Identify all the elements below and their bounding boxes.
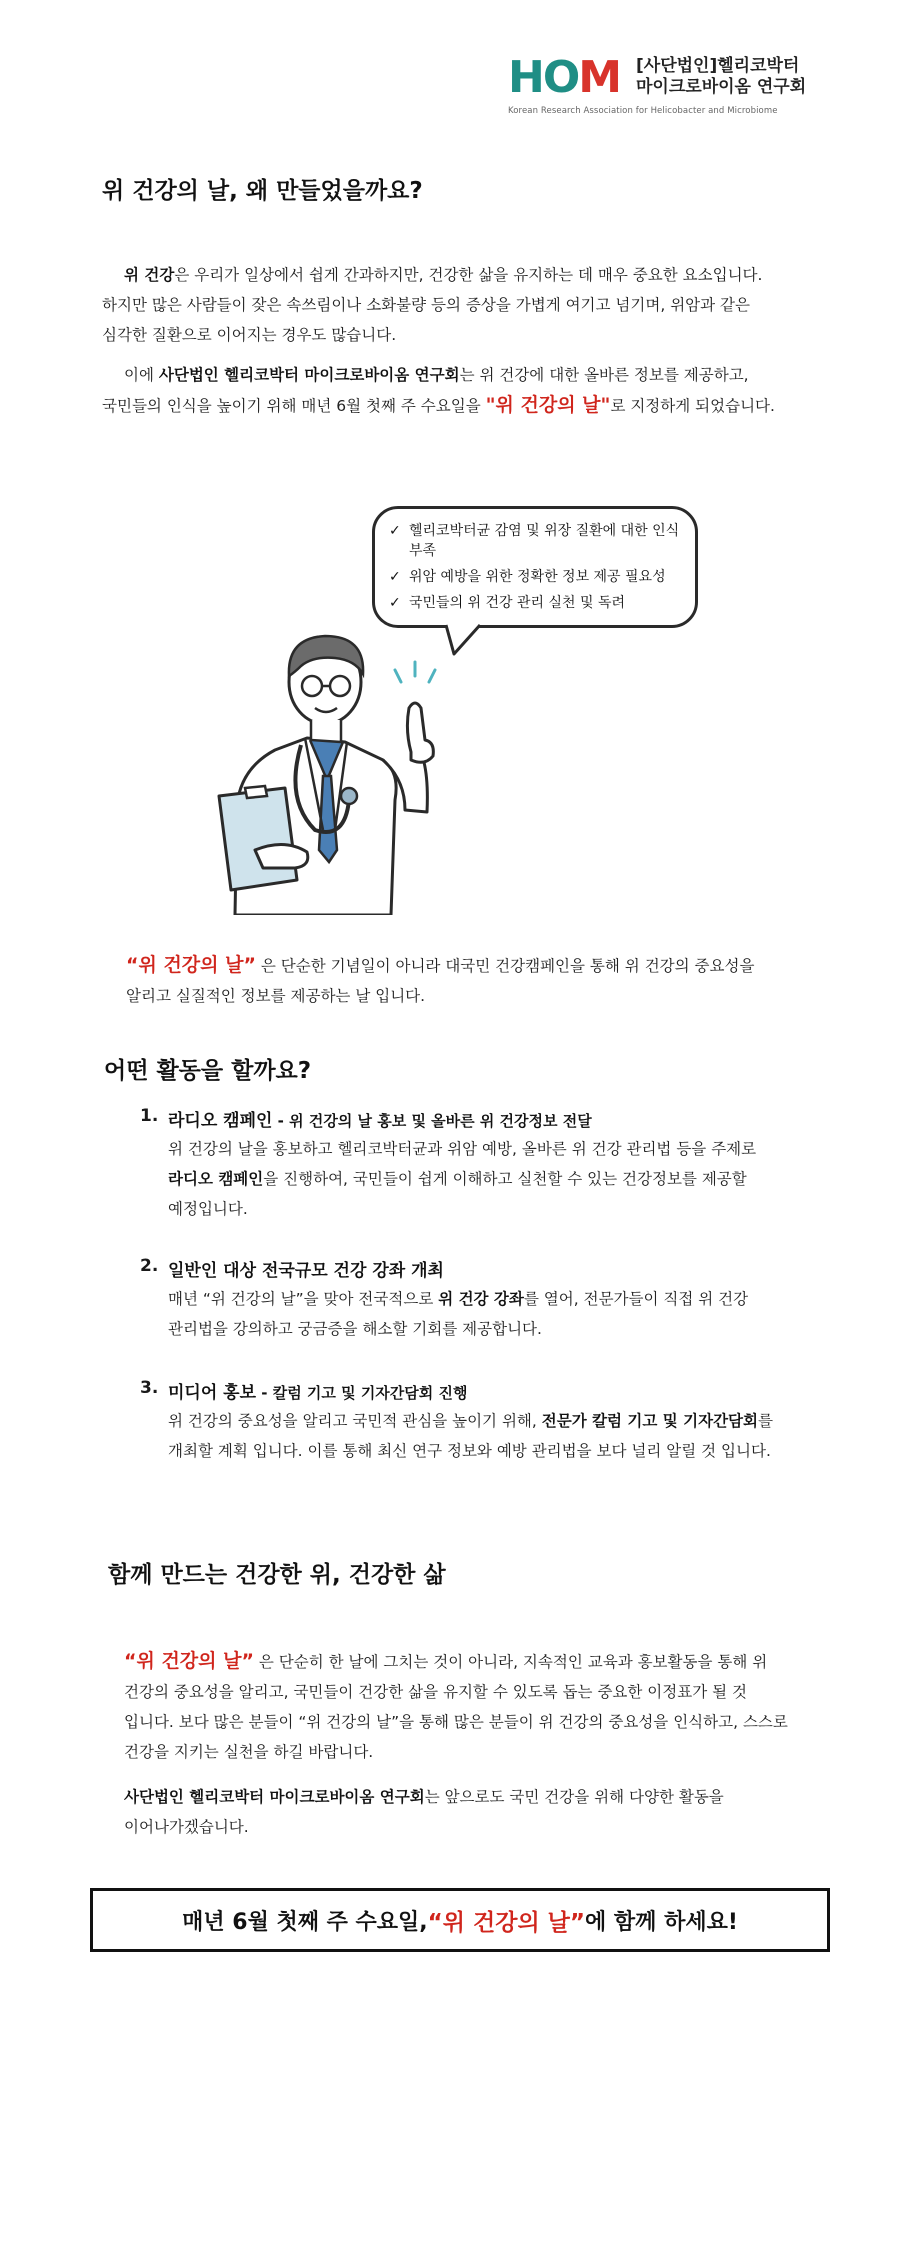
activity-subtitle: - 위 건강의 날 홍보 및 올바른 위 건강정보 전달: [272, 1112, 592, 1130]
intro-text-1: 은 우리가 일상에서 쉽게 간과하지만, 건강한 삶을 유지하는 데 매우 중요한 요소입니다. 하지만 많은 사람들이 잦은 속쓰림이나 소화불량 등의 증상을 가볍게 여기고 넘기며, 위암과 같은 심각한 질환으로 이어지는 경우도 많습니다.: [102, 266, 763, 344]
closing-paragraph-2: [124, 1782, 794, 1842]
closing-text-2: 는 앞으로도 국민 건강을 위해 다양한 활동을 이어나가겠습니다.: [124, 1788, 724, 1836]
activity-body-text: 를 개최할 계획 입니다. 이를 통해 최신 연구 정보와 예방 관리법을 보다 널리 알릴 것 입니다.: [168, 1412, 773, 1460]
org-name-english: Korean Research Association for Helicobacter and Microbiome: [508, 106, 778, 116]
org-name-line2: 마이크로바이옴 연구회: [636, 77, 807, 97]
logo-letter-o: O: [542, 52, 579, 103]
activity-title-text: 라디오 캠페인: [168, 1111, 273, 1131]
activity-body-radio: [168, 1134, 788, 1224]
activity-title-radio: [168, 1106, 592, 1131]
cta-text-post: 에 함께 하세요!: [585, 1909, 738, 1935]
activity-number: 1.: [140, 1106, 159, 1126]
activity-body-text: 위 건강의 날을 홍보하고 헬리코박터균과 위암 예방, 올바른 위 건강 관리법 등을 주제로: [168, 1140, 757, 1158]
section-title-why: 위 건강의 날, 왜 만들었을까요?: [102, 178, 423, 204]
cta-banner: [90, 1888, 830, 1952]
activity-body-text: 를 열어, 전문가들이 직접 위 건강 관리법을 강의하고 궁금증을 해소할 기회를 제공합니다.: [168, 1290, 749, 1338]
cta-highlight-stomach-day: “위 건강의 날”: [427, 1909, 586, 1936]
cta-text-pre: 매년 6월 첫째 주 수요일,: [182, 1909, 428, 1935]
activity-body-text: 매년 “위 건강의 날”을 맞아 전국적으로: [168, 1290, 439, 1308]
org-logo: [508, 50, 838, 120]
intro-paragraph-1: [102, 260, 792, 350]
section-title-together: 함께 만드는 건강한 위, 건강한 삶: [108, 1562, 446, 1588]
summary-text: 은 단순한 기념일이 아니라 대국민 건강캠페인을 통해 위 건강의 중요성을 알리고 실질적인 정보를 제공하는 날 입니다.: [126, 957, 755, 1005]
bubble-item-text: 헬리코박터균 감염 및 위장 질환에 대한 인식 부족: [409, 523, 680, 559]
logo-mark: [508, 52, 621, 103]
intro-bold-stomach-health: 위 건강: [124, 266, 175, 284]
doctor-illustration: [215, 600, 455, 915]
closing-text-1: 은 단순히 한 날에 그치는 것이 아니라, 지속적인 교육과 홍보활동을 통해 위 건강의 중요성을 알리고, 국민들이 건강한 삶을 유지할 수 있도록 돕는 중요한 이정표가 될 것 입니다. 보다 많은 분들이 “위 건강의 날”을 통해 많은 분들이 위 건강의 중요성을 인식하고, 스스로 건강을 지키는 실천을 하길 바랍니다.: [124, 1653, 788, 1761]
summary-highlight-stomach-day: “위 건강의 날”: [126, 954, 256, 976]
closing-paragraph-1: [124, 1646, 794, 1767]
activity-body-bold: 전문가 칼럼 기고 및 기자간담회: [541, 1412, 759, 1430]
intro-text-2-mid: 는 위 건강에 대한 올바른 정보를 제공하고, 국민들의 인식을 높이기 위해 매년 6월 첫째 주 수요일을: [102, 366, 749, 415]
closing-highlight-stomach-day: “위 건강의 날”: [124, 1650, 254, 1672]
intro-text-2-pre: 이에: [124, 366, 159, 384]
logo-letter-h: H: [508, 52, 543, 103]
activity-body-text: 을 진행하여, 국민들이 쉽게 이해하고 실천할 수 있는 건강정보를 제공할 예정입니다.: [168, 1170, 747, 1218]
activity-body-bold: 위 건강 강좌: [438, 1290, 524, 1308]
logo-letter-m: M: [578, 52, 621, 103]
summary-paragraph: [126, 950, 794, 1011]
org-name: [636, 56, 806, 98]
bubble-item: [389, 567, 681, 587]
intro-bold-org-name: 사단법인 헬리코박터 마이크로바이옴 연구회: [158, 366, 460, 384]
activity-body-bold: 라디오 캠페인: [168, 1170, 264, 1188]
intro-highlight-stomach-day: "위 건강의 날": [485, 394, 611, 416]
activity-subtitle: - 칼럼 기고 및 기자간담회 진행: [256, 1384, 468, 1402]
check-icon: ✓: [389, 569, 401, 585]
activity-body-media: [168, 1406, 788, 1466]
bubble-item-text: 위암 예방을 위한 정확한 정보 제공 필요성: [409, 569, 666, 585]
intro-paragraph-2: [102, 360, 792, 421]
closing-bold-org-name: 사단법인 헬리코박터 마이크로바이옴 연구회: [124, 1788, 425, 1806]
section-title-activities: 어떤 활동을 할까요?: [104, 1058, 312, 1084]
activity-body-lecture: [168, 1284, 788, 1344]
activity-title-media: [168, 1378, 467, 1403]
activity-title-text: 미디어 홍보: [168, 1383, 257, 1403]
activity-number: 3.: [140, 1378, 159, 1398]
check-icon: ✓: [389, 523, 401, 539]
activity-body-text: 위 건강의 중요성을 알리고 국민적 관심을 높이기 위해,: [168, 1412, 542, 1430]
intro-text-2-post: 로 지정하게 되었습니다.: [610, 397, 775, 415]
activity-title-text: 일반인 대상 전국규모 건강 강좌 개최: [168, 1261, 444, 1281]
activity-title-lecture: [168, 1256, 444, 1281]
org-name-line1: [사단법인]헬리코박터: [636, 56, 800, 76]
bubble-item-text: 국민들의 위 건강 관리 실천 및 독려: [409, 595, 626, 611]
check-icon: ✓: [389, 595, 401, 611]
bubble-item: [389, 521, 681, 561]
activity-number: 2.: [140, 1256, 159, 1276]
